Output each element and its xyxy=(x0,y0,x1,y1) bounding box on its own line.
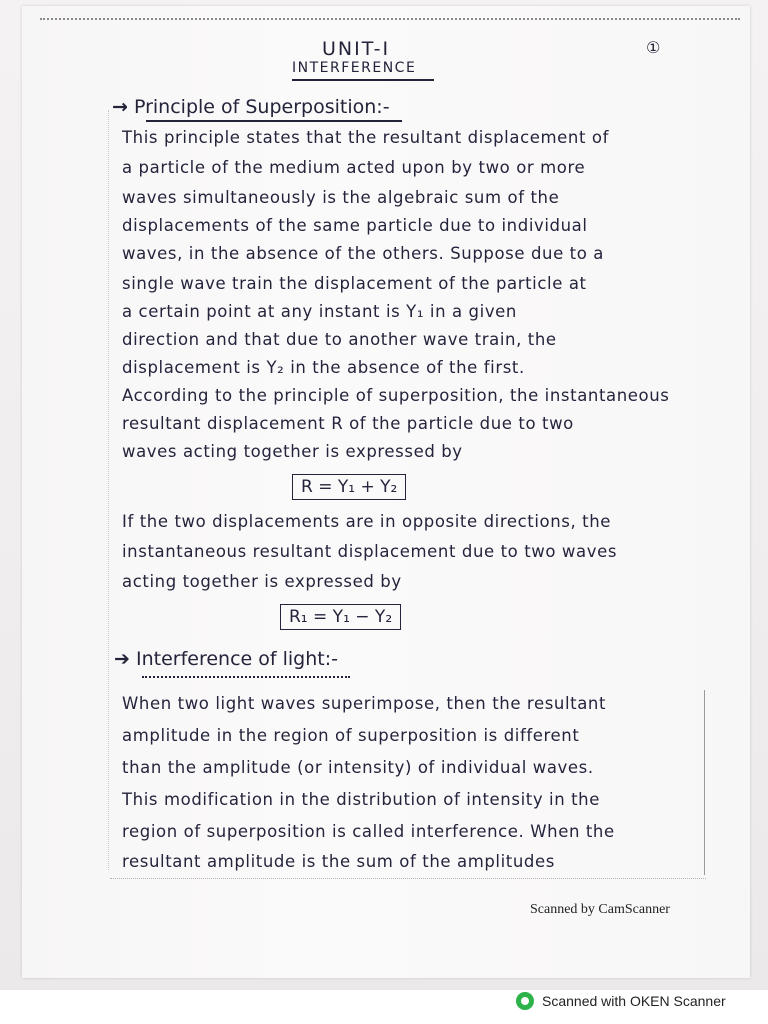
text-line: resultant amplitude is the sum of the amplitudes xyxy=(122,852,555,871)
section-title: Interference of light:- xyxy=(135,648,338,670)
text-line: waves simultaneously is the algebraic sum of the xyxy=(122,188,560,207)
right-edge-line xyxy=(704,690,706,875)
bottom-rule xyxy=(110,878,706,879)
arrow-icon: → xyxy=(112,96,128,118)
equation-box-sum: R = Y₁ + Y₂ xyxy=(292,474,406,500)
unit-title: UNIT-I xyxy=(322,38,391,60)
text-line: If the two displacements are in opposite directions, the xyxy=(122,512,612,531)
text-line: This principle states that the resultant displacement of xyxy=(122,128,609,147)
text-line: single wave train the displacement of the particle at xyxy=(122,274,587,293)
section-heading-interference xyxy=(114,648,338,670)
text-line: instantaneous resultant displacement due to two waves xyxy=(122,542,618,561)
arrow-icon: ➔ xyxy=(114,648,130,670)
text-line: When two light waves superimpose, then the resultant xyxy=(122,694,607,713)
text-line: region of superposition is called interference. When the xyxy=(122,822,615,841)
text-line: than the amplitude (or intensity) of individual waves. xyxy=(122,758,594,777)
text-line: According to the principle of superposition, the instantaneous xyxy=(122,386,670,405)
text-line: waves, in the absence of the others. Suppose due to a xyxy=(122,244,605,263)
unit-subtitle: INTERFERENCE xyxy=(292,60,417,76)
text-line: amplitude in the region of superposition is different xyxy=(122,726,580,745)
text-line: waves acting together is expressed by xyxy=(122,442,463,461)
oken-logo-icon xyxy=(516,992,534,1010)
text-line: This modification in the distribution of intensity in the xyxy=(122,790,600,809)
section-title: Principle of Superposition:- xyxy=(133,96,390,118)
page-perforation xyxy=(40,18,740,20)
oken-scanner-badge xyxy=(516,990,726,1012)
text-line: a particle of the medium acted upon by two or more xyxy=(122,158,586,177)
text-line: displacement is Y₂ in the absence of the first. xyxy=(122,358,525,377)
margin-line xyxy=(108,110,110,870)
text-line: acting together is expressed by xyxy=(122,572,402,591)
text-line: displacements of the same particle due to individual xyxy=(122,216,588,235)
camscanner-watermark: Scanned by CamScanner xyxy=(530,902,670,917)
page-number: ① xyxy=(646,38,661,57)
heading-underline xyxy=(146,120,402,122)
subtitle-underline xyxy=(292,79,434,81)
text-line: resultant displacement R of the particle due to two xyxy=(122,414,574,433)
heading-underline xyxy=(142,676,350,678)
text-line: direction and that due to another wave train, the xyxy=(122,330,557,349)
section-heading-superposition xyxy=(112,96,390,118)
equation-box-difference: R₁ = Y₁ − Y₂ xyxy=(280,604,401,630)
text-line: a certain point at any instant is Y₁ in a given xyxy=(122,302,517,321)
oken-label: Scanned with OKEN Scanner xyxy=(542,993,726,1009)
